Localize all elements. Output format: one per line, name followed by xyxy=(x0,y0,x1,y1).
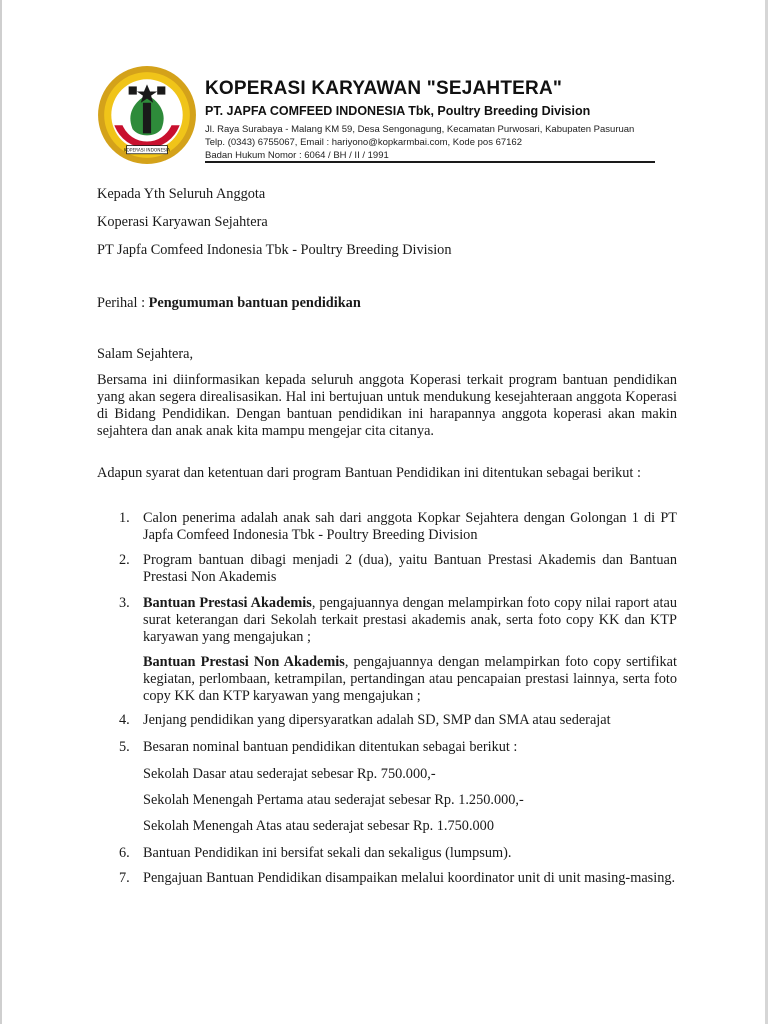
list-number: 2. xyxy=(119,552,130,568)
list-number: 3. xyxy=(119,595,130,611)
list-text: Pengajuan Bantuan Pendidikan disampaikan melalui koordinator unit di unit masing-masing. xyxy=(143,870,676,886)
letterhead xyxy=(205,77,634,162)
list-item-5 xyxy=(119,739,677,756)
org-address: Jl. Raya Surabaya - Malang KM 59, Desa Sengonagung, Kecamatan Purwosari, Kabupaten Pasuruan xyxy=(205,124,635,135)
list-number: 7. xyxy=(119,870,130,886)
recipient-line-3: PT Japfa Comfeed Indonesia Tbk - Poultry Breeding Division xyxy=(97,242,452,258)
page-edge-left xyxy=(0,0,2,1024)
amount-smp: Sekolah Menengah Pertama atau sederajat sebesar Rp. 1.250.000,- xyxy=(143,792,524,808)
amount-sd: Sekolah Dasar atau sederajat sebesar Rp. 750.000,- xyxy=(143,766,436,782)
list-item-4 xyxy=(119,712,677,729)
list-item-2 xyxy=(119,552,677,586)
recipient-line-1: Kepada Yth Seluruh Anggota xyxy=(97,186,266,202)
list-text: Bantuan Pendidikan ini bersifat sekali dan sekaligus (lumpsum). xyxy=(143,845,512,861)
list-text: Besaran nominal bantuan pendidikan ditentukan sebagai berikut : xyxy=(143,739,518,755)
subject-title: Pengumuman bantuan pendidikan xyxy=(148,295,361,311)
list-item-3b xyxy=(143,654,677,705)
subject-line xyxy=(97,295,677,312)
org-contact: Telp. (0343) 6755067, Email : hariyono@kopkarmbai.com, Kode pos 67162 xyxy=(205,137,522,148)
list-text: , pengajuannya dengan melampirkan foto copy sertifikat kegiatan, perlombaan, ketrampilan, pertandingan atau pencapaian prestasi lainnya, serta foto copy KK dan KTP karyawan yang mengajukan ; xyxy=(143,654,677,704)
recipient-line-2: Koperasi Karyawan Sejahtera xyxy=(97,214,268,230)
list-item-7 xyxy=(119,870,677,887)
list-text: Jenjang pendidikan yang dipersyaratkan adalah SD, SMP dan SMA atau sederajat xyxy=(143,712,611,728)
list-text: Program bantuan dibagi menjadi 2 (dua), yaitu Bantuan Prestasi Akademis dan Bantuan Prestasi Non Akademis xyxy=(143,552,677,585)
intro-paragraph: Bersama ini diinformasikan kepada seluruh anggota Koperasi terkait program bantuan pendidikan yang akan segera direalisasikan. Hal ini bertujuan untuk mendukung kesejahteraan anggota Koperasi di Bidang Pendidikan. Dengan bantuan pendidikan ini harapannya anggota koperasi akan makin sejahtera dan anak anak kita mampu mengejar cita citanya. xyxy=(97,372,677,439)
org-name: KOPERASI KARYAWAN "SEJAHTERA" xyxy=(205,78,563,99)
org-legal-number: Badan Hukum Nomor : 6064 / BH / II / 1991 xyxy=(205,150,389,161)
terms-intro: Adapun syarat dan ketentuan dari program Bantuan Pendidikan ini ditentukan sebagai berikut : xyxy=(97,465,641,481)
list-number: 6. xyxy=(119,845,130,861)
list-number: 5. xyxy=(119,739,130,755)
list-text: Calon penerima adalah anak sah dari anggota Kopkar Sejahtera dengan Golongan 1 di PT Japfa Comfeed Indonesia Tbk - Poultry Breeding Division xyxy=(143,510,677,543)
list-number: 4. xyxy=(119,712,130,728)
list-number: 1. xyxy=(119,510,130,526)
greeting: Salam Sejahtera, xyxy=(97,346,194,362)
logo-caption: KOPERASI INDONESIA xyxy=(123,148,171,154)
subject-label: Perihal : xyxy=(97,295,149,311)
list-bold-term: Bantuan Prestasi Non Akademis xyxy=(143,654,345,670)
list-text: , pengajuannya dengan melampirkan foto copy nilai raport atau surat keterangan dari Sekolah terkait prestasi akademis anak, serta foto copy KK dan KTP karyawan yang mengajukan ; xyxy=(143,595,677,645)
list-item-3a xyxy=(119,595,677,646)
amount-sma: Sekolah Menengah Atas atau sederajat sebesar Rp. 1.750.000 xyxy=(143,818,494,834)
list-bold-term: Bantuan Prestasi Akademis xyxy=(143,595,312,611)
letterhead-divider xyxy=(205,161,655,163)
list-item-1 xyxy=(119,510,677,544)
list-item-6 xyxy=(119,845,677,862)
cooperative-logo-icon xyxy=(96,64,198,166)
company-name: PT. JAPFA COMFEED INDONESIA Tbk, Poultry Breeding Division xyxy=(205,104,591,118)
